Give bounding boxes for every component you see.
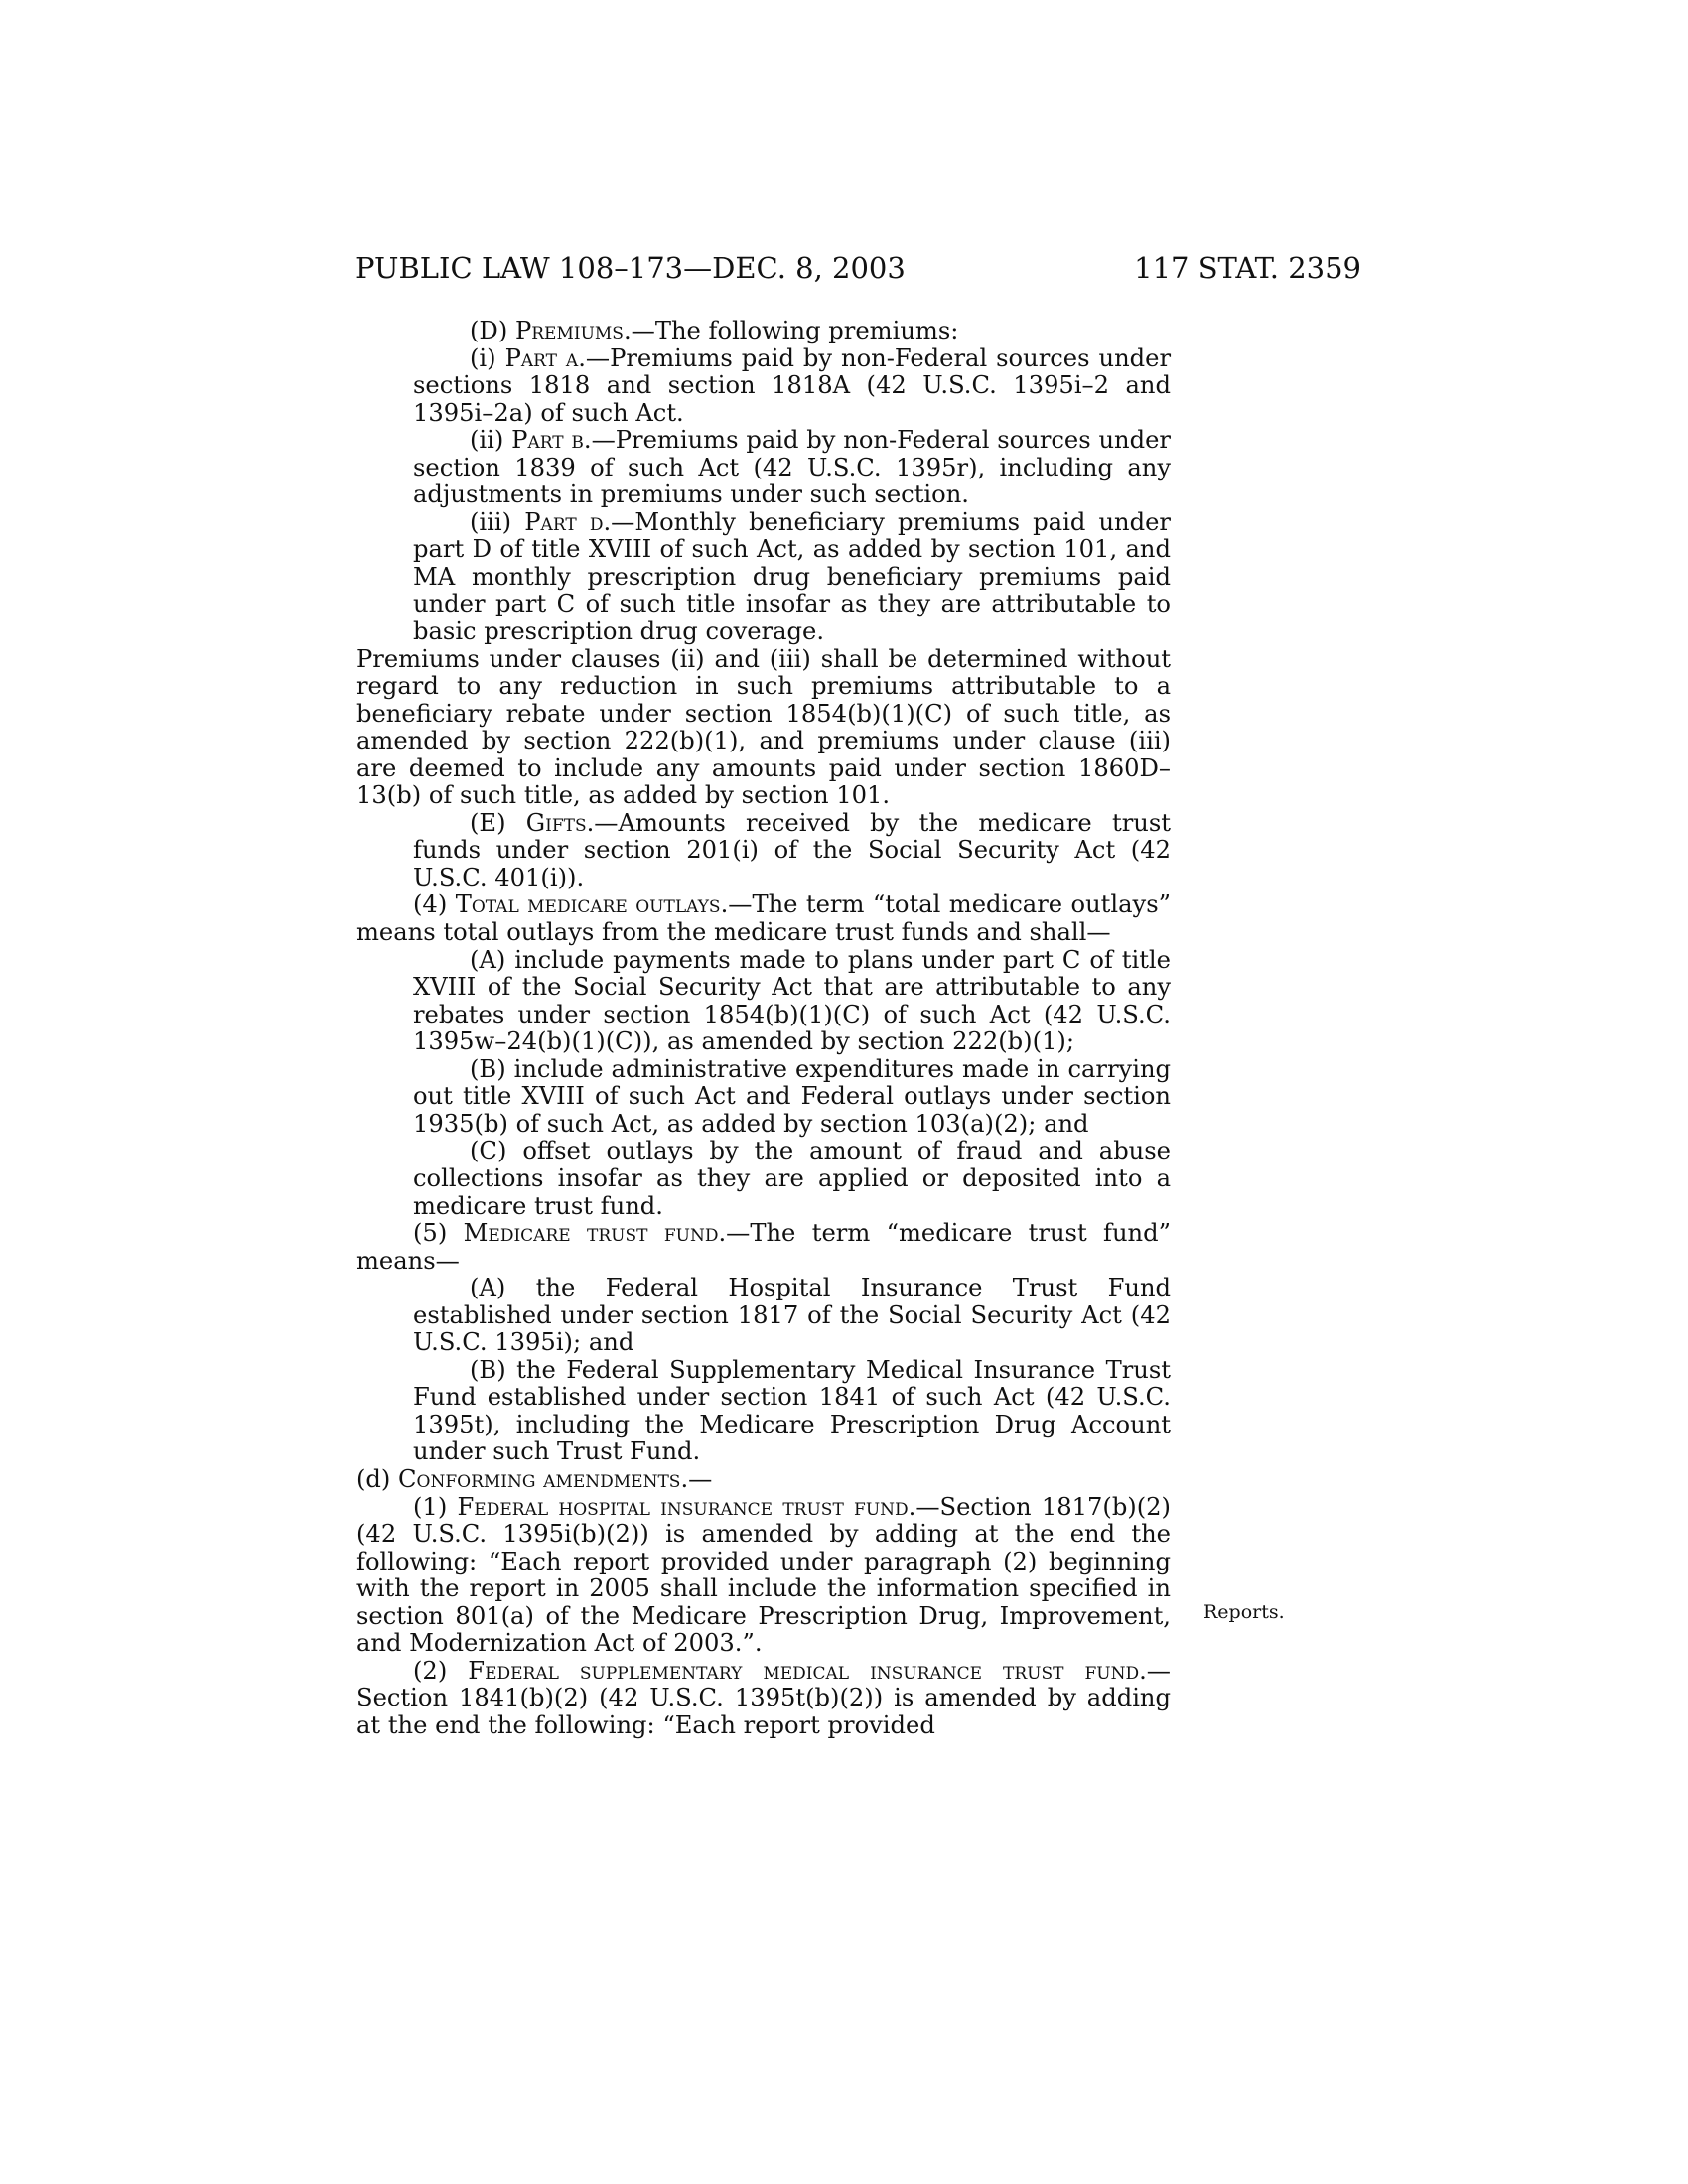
para-outlays-b: (B) include administrative expenditures made in carrying out title XVIII of such Act and Federal outlays under section 1935(b) of such Act, as added by section 103(a)(2); and	[413, 1054, 1171, 1138]
para-trust-b: (B) the Federal Supplementary Medical Insurance Trust Fund established under section 1841 of such Act (42 U.S.C. 1395t), including the Medicare Prescription Drug Account under such Trust Fund.	[413, 1355, 1171, 1466]
para-trust-a: (A) the Federal Hospital Insurance Trust Fund established under section 1817 of the Social Security Act (42 U.S.C. 1395i); and	[413, 1274, 1171, 1357]
para-conforming-1: (1) Federal hospital insurance trust fund.—Section 1817(b)(2) (42 U.S.C. 1395i(b)(2)) is amended by adding at the end the following: “Each report provided under paragraph (2) beginning with the report in 2005 shall include the information specified in section 801(a) of the Medicare Prescription Drug, Improvement, and Modernization Act of 2003.”.	[356, 1492, 1171, 1658]
para-part-a: (i) Part a.—Premiums paid by non-Federal sources under sections 1818 and section 1818A (42 U.S.C. 1395i–2 and 1395i–2a) of such Act.	[413, 343, 1172, 427]
para-outlays-a: (A) include payments made to plans under part C of title XVIII of the Social Security Act that are attributable to any rebates under section 1854(b)(1)(C) of such Act (42 U.S.C. 1395w–24(b)(1)(C)), as amended by section 222(b)(1);	[413, 945, 1171, 1056]
para-conforming-amendments: (d) Conforming amendments.—	[356, 1464, 713, 1493]
header-statute-page: 117 STAT. 2359	[1134, 251, 1361, 285]
header-public-law: PUBLIC LAW 108–173—DEC. 8, 2003	[355, 251, 906, 285]
para-conforming-2: (2) Federal supplementary medical insurance trust fund.—Section 1841(b)(2) (42 U.S.C. 1395t(b)(2)) is amended by adding at the end the following: “Each report provided	[356, 1656, 1171, 1739]
para-total-medicare-outlays: (4) Total medicare outlays.—The term “total medicare outlays” means total outlays from the medicare trust funds and shall—	[356, 890, 1171, 947]
para-d-premiums: (D) Premiums.—The following premiums:	[470, 317, 959, 344]
para-part-d: (iii) Part d.—Monthly beneficiary premiums paid under part D of title XVIII of such Act, as added by section 101, and MA monthly prescription drug beneficiary premiums paid under part C of such title insofar as they are attributable to basic prescription drug coverage.	[413, 507, 1171, 646]
para-medicare-trust-fund: (5) Medicare trust fund.—The term “medicare trust fund” means—	[356, 1219, 1171, 1275]
para-gifts: (E) Gifts.—Amounts received by the medicare trust funds under section 201(i) of the Social Security Act (42 U.S.C. 401(i)).	[413, 808, 1171, 891]
running-header	[355, 250, 1361, 286]
body-text	[356, 318, 1171, 1739]
para-premiums-note: Premiums under clauses (ii) and (iii) shall be determined without regard to any reduction in such premiums attributable to a beneficiary rebate under section 1854(b)(1)(C) of such title, as amended by section 222(b)(1), and premiums under clause (iii) are deemed to include any amounts paid under section 1860D–13(b) of such title, as added by section 101.	[356, 644, 1171, 810]
para-outlays-c: (C) offset outlays by the amount of fraud and abuse collections insofar as they are applied or deposited into a medicare trust fund.	[413, 1137, 1171, 1220]
margin-note-reports: Reports.	[1203, 1601, 1285, 1623]
para-part-b: (ii) Part b.—Premiums paid by non-Federal sources under section 1839 of such Act (42 U.S.C. 1395r), including any adjustments in premiums under such section.	[413, 426, 1171, 509]
